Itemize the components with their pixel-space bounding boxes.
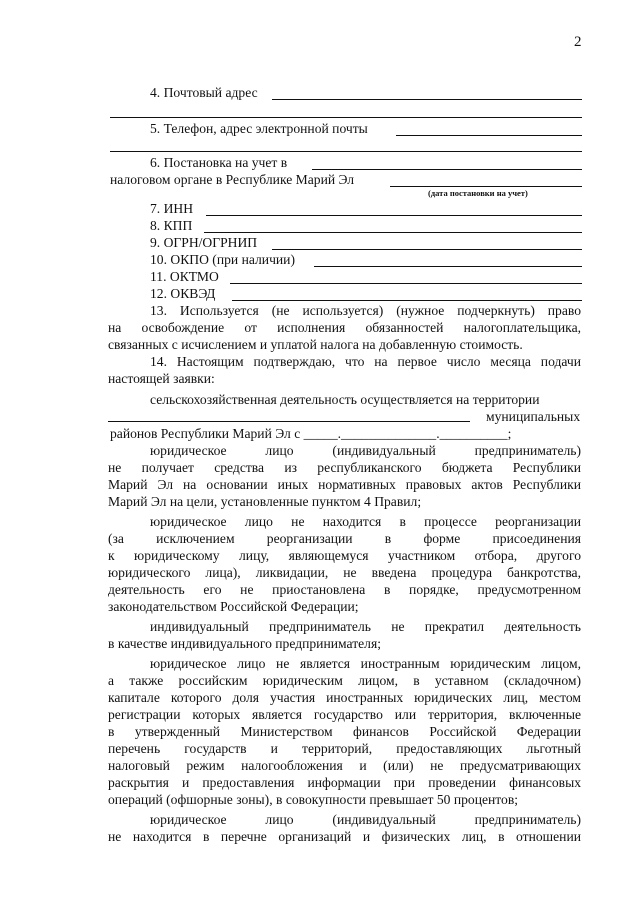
clause-d-line-6: перечень государств и территорий, предоставляющих льготный <box>108 741 581 756</box>
phone-email-line[interactable] <box>396 135 582 136</box>
tax-registration-label: 6. Постановка на учет в <box>150 155 288 170</box>
okved-line[interactable] <box>232 300 582 301</box>
clause-d-line-3: капитале которого доля участия иностранных юридических лиц, местом <box>108 690 581 705</box>
phone-email-line-2[interactable] <box>110 151 582 152</box>
clause-b-line-2: (за исключением реорганизации в форме присоединения <box>108 531 581 546</box>
clause-b-line-4: юридического лица), ликвидации, не введена процедура банкротства, <box>108 565 581 580</box>
clause-b-line-1: юридическое лицо не находится в процессе реорганизации <box>150 514 581 529</box>
clause-d-line-8: раскрытия и предоставления информации при проведении финансовых <box>108 775 581 790</box>
okpo-line[interactable] <box>314 266 582 267</box>
clause-a-line-4: Марий Эл на цели, установленные пунктом 4 Правил; <box>108 494 422 509</box>
clause-e-line-1: юридическое лицо (индивидуальный предприниматель) <box>150 812 581 827</box>
ogrn-line[interactable] <box>272 249 582 250</box>
tax-registration-date-line[interactable] <box>390 186 582 187</box>
clause-b-line-6: законодательством Российской Федерации; <box>108 599 359 614</box>
tax-registration-line[interactable] <box>312 169 582 170</box>
paragraph-14-line-2: настоящей заявки: <box>108 371 215 386</box>
clause-b-line-3: к юридическому лицу, являющемуся участником отбора, другого <box>108 548 581 563</box>
postal-address-label: 4. Почтовый адрес <box>150 85 258 100</box>
clause-d-line-7: налоговый режим налогообложения и (или) не предусматривающих <box>108 758 581 773</box>
clause-e-line-2: не находится в перечне организаций и физических лиц, в отношении <box>108 829 581 844</box>
inn-line[interactable] <box>206 215 582 216</box>
clause-d-line-5: в утвержденный Министерством финансов Российской Федерации <box>108 724 581 739</box>
clause-c-line-2: в качестве индивидуального предпринимателя; <box>108 636 381 651</box>
agri-line-1: сельскохозяйственная деятельность осуществляется на территории <box>150 392 540 407</box>
okved-label: 12. ОКВЭД <box>150 286 216 301</box>
clause-c-line-1: индивидуальный предприниматель не прекратил деятельность <box>150 619 581 634</box>
paragraph-13-line-2: на освобождение от исполнения обязанностей налогоплательщика, <box>108 320 581 335</box>
clause-a-line-3: Марий Эл на основании иных нормативных правовых актов Республики <box>108 477 581 492</box>
oktmo-label: 11. ОКТМО <box>150 269 219 284</box>
clause-a-line-1: юридическое лицо (индивидуальный предприниматель) <box>150 443 581 458</box>
kpp-label: 8. КПП <box>150 218 193 233</box>
clause-d-line-1: юридическое лицо не является иностранным юридическим лицом, <box>150 656 581 671</box>
phone-email-label: 5. Телефон, адрес электронной почты <box>150 121 368 136</box>
paragraph-13-line-1: 13. Используется (не используется) (нужное подчеркнуть) право <box>150 303 581 318</box>
paragraph-13-line-3: связанных с исчислением и уплатой налога на добавленную стоимость. <box>108 337 523 352</box>
page-number: 2 <box>574 34 582 50</box>
clause-d-line-9: операций (офшорные зоны), в совокупности превышает 50 процентов; <box>108 792 519 807</box>
agri-line-2: муниципальных <box>486 409 581 424</box>
okpo-label: 10. ОКПО (при наличии) <box>150 252 295 267</box>
postal-address-line-2[interactable] <box>110 117 582 118</box>
agri-line-3: районов Республики Марий Эл с _____.______________.__________; <box>110 426 512 441</box>
paragraph-14-line-1: 14. Настоящим подтверждаю, что на первое число месяца подачи <box>150 354 581 369</box>
clause-d-line-4: регистрации которых является государство или территория, включенные <box>108 707 581 722</box>
ogrn-label: 9. ОГРН/ОГРНИП <box>150 235 258 250</box>
clause-a-line-2: не получает средства из республиканского бюджета Республики <box>108 460 581 475</box>
postal-address-line[interactable] <box>272 99 582 100</box>
kpp-line[interactable] <box>204 232 582 233</box>
oktmo-line[interactable] <box>230 283 582 284</box>
clause-d-line-2: а также российским юридическим лицом, в уставном (складочном) <box>108 673 581 688</box>
inn-label: 7. ИНН <box>150 201 194 216</box>
clause-b-line-5: деятельность его не приостановлена в порядке, предусмотренном <box>108 582 581 597</box>
registration-date-hint: (дата постановки на учет) <box>428 188 528 198</box>
tax-registration-label-2: налоговом органе в Республике Марий Эл <box>110 172 355 187</box>
territory-line[interactable] <box>108 421 470 422</box>
